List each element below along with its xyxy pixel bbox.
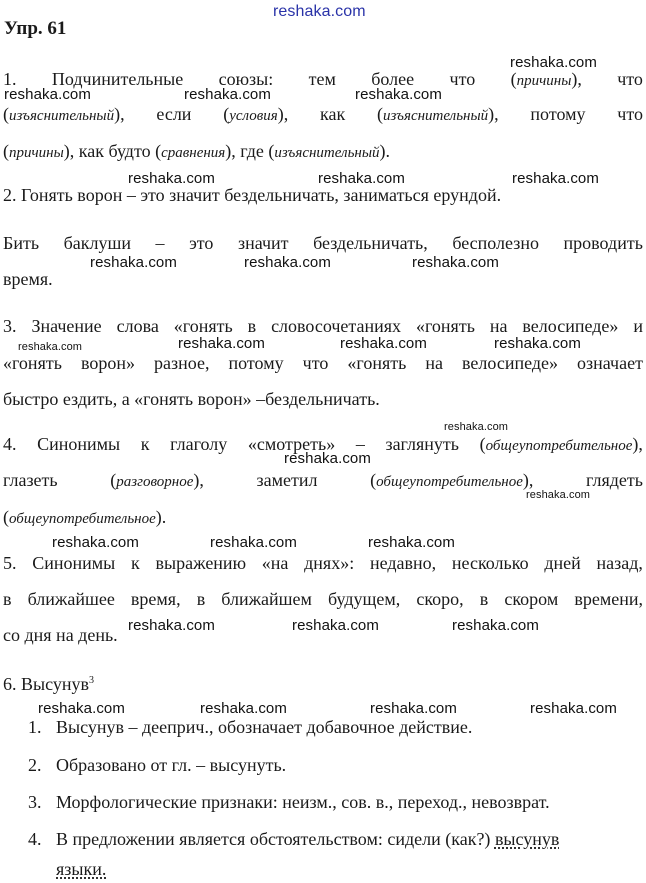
watermark: reshaka.com (200, 700, 287, 717)
p4-line-1: 4. Синонимы к глаголу «смотреть» – заглянуть (общеупотребительное), (3, 434, 643, 454)
p5-line-2: в ближайшее время, в ближайшем будущем, скоро, в скором времени, (3, 589, 643, 609)
watermark: reshaka.com (412, 254, 499, 271)
watermark: reshaka.com (340, 335, 427, 352)
watermark: reshaka.com (178, 335, 265, 352)
list-item: 1. Высунув – дееприч., обозначает добавочное действие. (28, 717, 473, 737)
watermark: reshaka.com (128, 617, 215, 634)
watermark: reshaka.com (90, 254, 177, 271)
p2-line: 2. Гонять ворон – это значит бездельничать, заниматься ерундой. (3, 185, 502, 205)
watermark: reshaka.com (18, 341, 83, 353)
watermark: reshaka.com (512, 170, 599, 187)
watermark: reshaka.com (184, 86, 271, 103)
watermark: reshaka.com (355, 86, 442, 103)
p1-line-1: 1. Подчинительные союзы: тем более что (причины), что (3, 69, 643, 89)
p1-line-2: (изъяснительный), если (условия), как (изъяснительный), потому что (3, 104, 643, 124)
p2b-line-2: время. (3, 269, 53, 289)
watermark: reshaka.com (292, 617, 379, 634)
watermark: reshaka.com (244, 254, 331, 271)
watermark: reshaka.com (494, 335, 581, 352)
p1-line-3: (причины), как будто (сравнения), где (изъяснительный). (3, 141, 391, 161)
watermark: reshaka.com (4, 86, 91, 103)
watermark: reshaka.com (210, 534, 297, 551)
exercise-title: Упр. 61 (4, 18, 67, 39)
watermark: reshaka.com (368, 534, 455, 551)
watermark: reshaka.com (444, 421, 509, 433)
watermark: reshaka.com (52, 534, 139, 551)
watermark: reshaka.com (273, 3, 366, 20)
watermark: reshaka.com (128, 170, 215, 187)
watermark: reshaka.com (318, 170, 405, 187)
p5-line-1: 5. Синонимы к выражению «на днях»: недавно, несколько дней назад, (3, 553, 643, 573)
p4-line-3: (общеупотребительное). (3, 507, 167, 527)
list-item: 3. Морфологические признаки: неизм., сов. в., переход., невозврат. (28, 792, 550, 812)
watermark: reshaka.com (370, 700, 457, 717)
p3-line-3: быстро ездить, а «гонять ворон» –бездельничать. (3, 389, 380, 409)
watermark: reshaka.com (284, 450, 371, 467)
p5-line-3: со дня на день. (3, 625, 118, 645)
watermark: reshaka.com (510, 54, 597, 71)
watermark: reshaka.com (530, 700, 617, 717)
p3-line-2: «гонять ворон» разное, потому что «гонять на велосипеде» означает (3, 353, 643, 373)
watermark: reshaka.com (526, 489, 591, 501)
p3-line-1: 3. Значение слова «гонять в словосочетаниях «гонять на велосипеде» и (3, 316, 643, 336)
list-item: 4. В предложении является обстоятельством: сидели (как?) высунув (28, 829, 560, 849)
watermark: reshaka.com (38, 700, 125, 717)
p6-heading: 6. Высунув$^3$ (3, 674, 94, 694)
p2b-line-1: Бить баклуши – это значит бездельничать, бесполезно проводить (3, 233, 643, 253)
list-item: 2. Образовано от гл. – высунуть. (28, 755, 287, 775)
list-item-continuation: языки. (56, 859, 107, 879)
p4-line-2: глазеть (разговорное), заметил (общеупотребительное), глядеть (3, 470, 643, 490)
watermark: reshaka.com (452, 617, 539, 634)
